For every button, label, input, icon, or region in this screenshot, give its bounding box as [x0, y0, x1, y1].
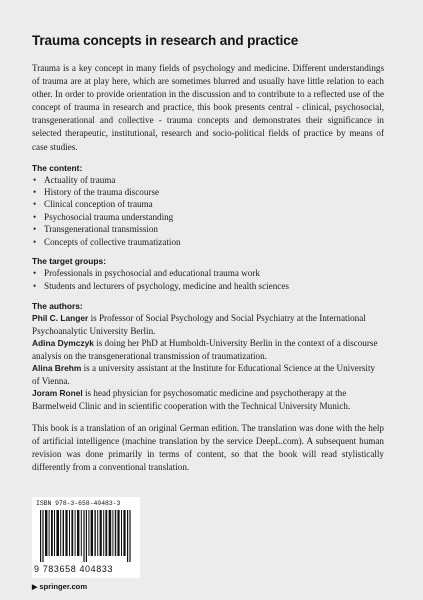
target-groups-list: [32, 267, 384, 292]
intro-paragraph: Trauma is a key concept in many fields of psychology and medicine. Different understandings of trauma are at play here, which are sometimes blurred and usually have little relation to each other. In order to provide orientation in the discussion and to contribute to a reflected use of the concept of trauma in research and practice, this book presents central - clinical, psychosocial, transgenerational and collective - trauma concepts and demonstrates their significance in selected therapeutic, institutional, research and socio-political fields of practice by means of case studies.: [32, 63, 384, 152]
translation-note: This book is a translation of an original German edition. The translation was done with the help of artificial intelligence (machine translation by the service DeepL.com). A subsequent human revision was done primarily in terms of content, so that the book will read stylistically differently from a conventional translation.: [32, 422, 384, 472]
list-item: • Clinical conception of trauma: [32, 198, 384, 210]
author-name: Adina Dymczyk: [32, 338, 94, 349]
content-list: [32, 174, 384, 248]
list-item: • History of the trauma discourse: [32, 186, 384, 198]
author-name: Phil C. Langer: [32, 312, 89, 323]
content-heading: The content:: [32, 162, 83, 173]
cover-text: [32, 62, 384, 474]
isbn-barcode: [32, 497, 140, 578]
author-entry: [32, 387, 384, 412]
author-entry: [32, 337, 384, 362]
ean-digits: 9 783658 404833: [34, 564, 114, 574]
author-name: Joram Ronel: [32, 388, 83, 399]
author-bio: is a university assistant at the Institute for Educational Science at the University of Vienna.: [32, 363, 376, 386]
author-entry: [32, 312, 384, 337]
list-item: • Transgenerational transmission: [32, 223, 384, 235]
list-item: • Students and lecturers of psychology, medicine and health sciences: [32, 280, 384, 292]
authors-heading: The authors:: [32, 300, 83, 311]
target-groups-heading: The target groups:: [32, 256, 106, 267]
authors-list: [32, 312, 384, 413]
isbn-label: ISBN 978-3-658-40483-3: [36, 500, 121, 507]
list-item: • Actuality of trauma: [32, 174, 384, 186]
publisher-url: springer.com: [39, 582, 88, 591]
cover-title: Trauma concepts in research and practice: [32, 33, 299, 48]
author-bio: is Professor of Social Psychology and Social Psychiatry at the International Psychoanalytic University Berlin.: [32, 312, 366, 336]
author-bio: is doing her PhD at Humboldt-University Berlin in the context of a discourse analysis on the transgenerational transmission of traumatization.: [32, 338, 378, 361]
author-entry: [32, 362, 384, 387]
author-bio: is head physician for psychosomatic medicine and psychotherapy at the Barmelweid Clinic and in scientific cooperation with the Technical University Munich.: [32, 388, 351, 412]
list-item: • Psychosocial trauma understanding: [32, 211, 384, 223]
publisher-link[interactable]: [32, 582, 87, 591]
author-name: Alina Brehm: [32, 363, 82, 374]
right-triangle-icon: ▶: [32, 584, 38, 591]
barcode-bars: [40, 510, 132, 562]
list-item: • Professionals in psychosocial and educational trauma work: [32, 267, 384, 279]
list-item: • Concepts of collective traumatization: [32, 236, 384, 248]
